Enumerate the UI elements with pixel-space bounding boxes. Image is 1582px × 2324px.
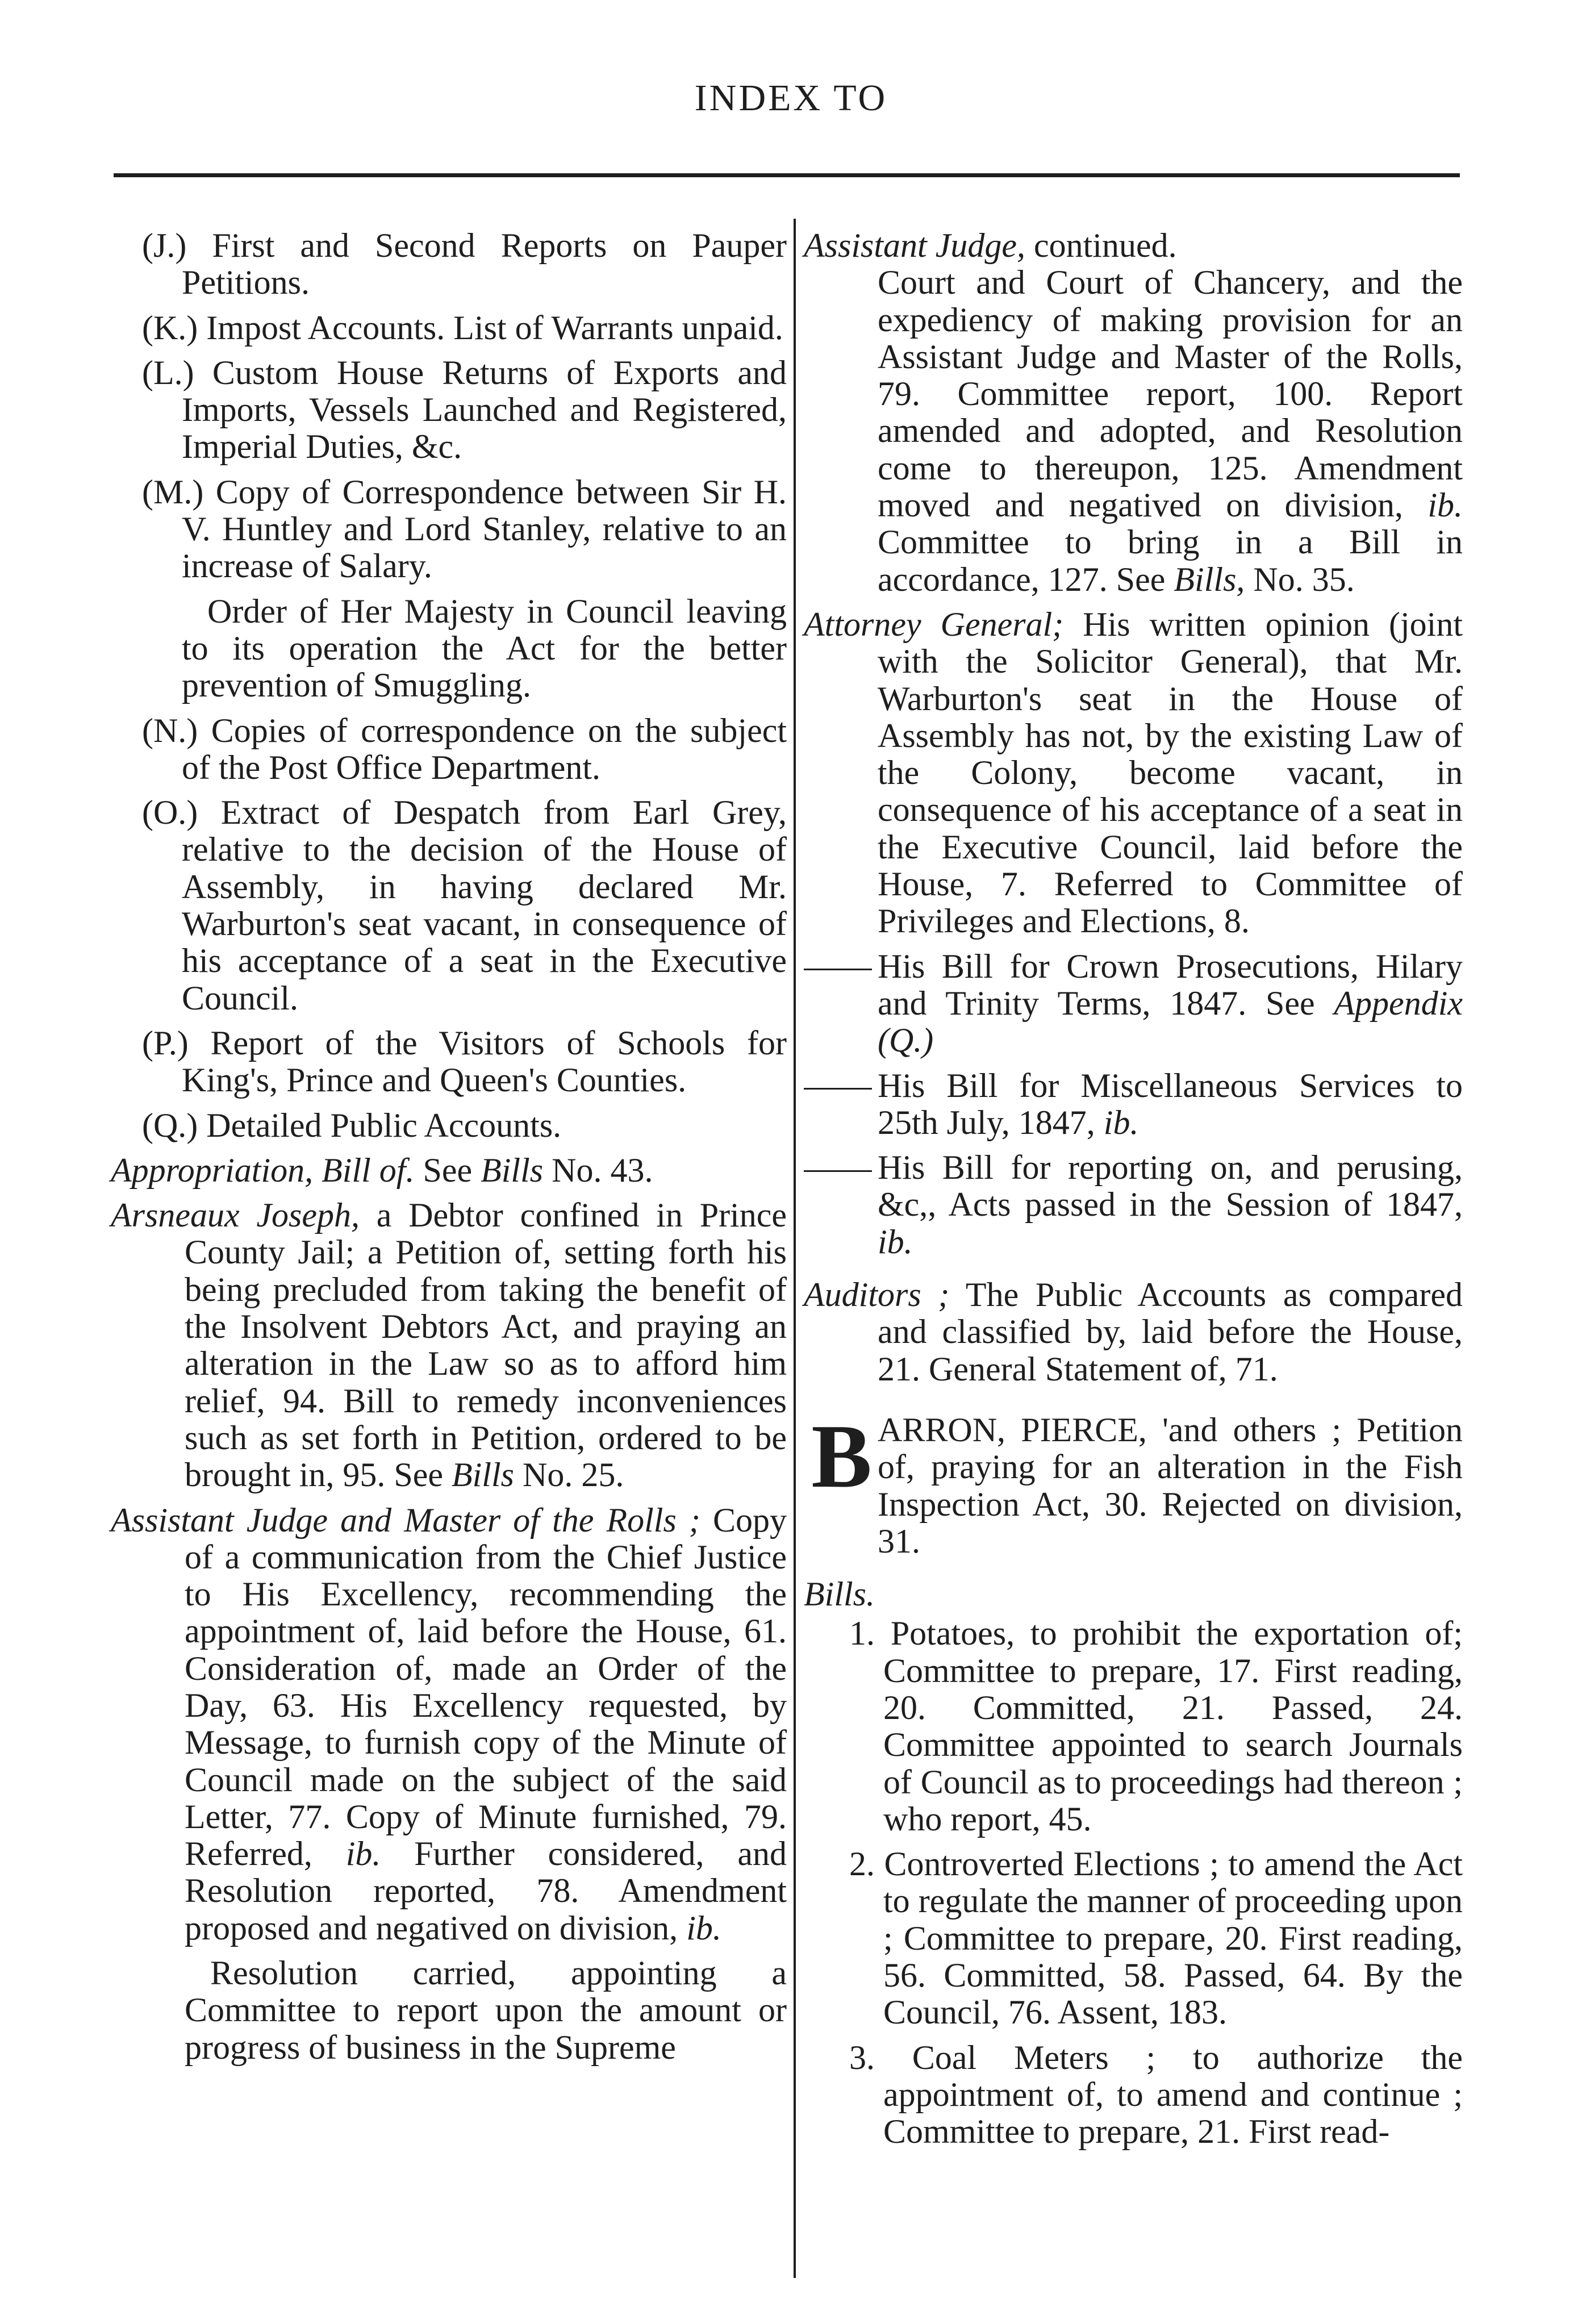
- index-entry-auditors: Auditors ; The Public Accounts as compared and classified by, laid before the House, 21. General Statement of, 71.: [804, 1276, 1463, 1388]
- index-entry-assistant-judge: Assistant Judge and Master of the Rolls ; Copy of a communication from the Chief Justice to His Excellency, recommending the appointment of, laid before the House, 61. Consideration of, made an Order of the Day, 63. His Excellency requested, by Message, to furnish copy of the Minute of Council made on the subject of the said Letter, 77. Copy of Minute furnished, 79. Referred, ib. Further considered, and Resolution reported, 78. Amendment proposed and negatived on division, ib.: [111, 1501, 787, 1947]
- bills-heading: Bills.: [804, 1575, 875, 1613]
- appendix-entry-k: (K.) Impost Accounts. List of Warrants unpaid.: [142, 308, 783, 347]
- index-entry-attorney-general: Attorney General; His written opinion (joint with the Solicitor General), that Mr. Warburton's seat in the House of Assembly has not, by the existing Law of the Colony, become vacant, in consequence of his acceptance of a seat in the Executive Council, laid before the House, 7. Referred to Committee of Privileges and Elections, 8.: [804, 605, 1463, 940]
- appendix-entry-p: (P.) Report of the Visitors of Schools for King's, Prince and Queen's Counties.: [142, 1024, 787, 1099]
- index-entry-assistant-judge-resolution: Resolution carried, appointing a Committee to report upon the amount or progress of business in the Supreme: [185, 1954, 787, 2066]
- bill-item-2: 2. Controverted Elections ; to amend the Act to regulate the manner of proceeding upon ; Committee to prepare, 20. First reading, 56. Committed, 58. Passed, 64. By the Council, 76. Assent, 183.: [849, 1845, 1463, 2031]
- attorney-general-sub-reporting: His Bill for reporting on, and perusing, &c,, Acts passed in the Session of 1847, ib.: [804, 1149, 1463, 1261]
- header-rule: [114, 173, 1460, 177]
- column-divider: [794, 219, 796, 2278]
- attorney-general-sub-crown-prosecutions: His Bill for Crown Prosecutions, Hilary and Trinity Terms, 1847. See Appendix (Q.): [804, 948, 1463, 1059]
- dash-mark: [804, 969, 872, 970]
- attorney-general-sub-miscellaneous: His Bill for Miscellaneous Services to 25th July, 1847, ib.: [804, 1067, 1463, 1142]
- bill-item-3: 3. Coal Meters ; to authorize the appointment of, to amend and continue ; Committee to prepare, 21. First read-: [849, 2038, 1463, 2151]
- right-column: [804, 227, 1463, 2151]
- left-column: [111, 227, 787, 2066]
- appendix-entry-j: (J.) First and Second Reports on Pauper Petitions.: [142, 227, 787, 302]
- index-entry-assistant-judge-continued: Assistant Judge, continued.: [804, 227, 1177, 264]
- index-entry-barron: BARRON, PIERCE, 'and others ; Petition of, praying for an alteration in the Fish Inspection Act, 30. Rejected on division, 31.: [804, 1412, 1463, 1560]
- appendix-entry-o: (O.) Extract of Despatch from Earl Grey, relative to the decision of the House of Assembly, in having declared Mr. Warburton's seat vacant, in consequence of his acceptance of a seat in the Executive Council.: [142, 794, 787, 1017]
- appendix-entry-l: (L.) Custom House Returns of Exports and Imports, Vessels Launched and Registered, Imperial Duties, &c.: [142, 353, 787, 466]
- appendix-entry-n: (N.) Copies of correspondence on the subject of the Post Office Department.: [142, 711, 787, 786]
- dropcap-b: B: [811, 1405, 872, 1507]
- bill-item-1: 1. Potatoes, to prohibit the exportation of; Committee to prepare, 17. First reading, 20. Committed, 21. Passed, 24. Committee appointed to search Journals of Council as to proceedings had thereon ; who report, 45.: [849, 1614, 1463, 1838]
- appendix-entry-m-order: Order of Her Majesty in Council leaving to its operation the Act for the better prevention of Smuggling.: [182, 592, 787, 704]
- assistant-judge-continued-text: Court and Court of Chancery, and the expediency of making provision for an Assistant Judge and Master of the Rolls, 79. Committee report, 100. Report amended and adopted, and Resolution come to thereupon, 125. Amendment moved and negatived on division, ib. Committee to bring in a Bill in accordance, 127. See Bills, No. 35.: [878, 264, 1463, 598]
- index-entry-arsneaux: Arsneaux Joseph, a Debtor confined in Prince County Jail; a Petition of, setting forth his being precluded from taking the benefit of the Insolvent Debtors Act, and praying an alteration in the Law so as to afford him relief, 94. Bill to remedy inconveniences such as set forth in Petition, ordered to be brought in, 95. See Bills No. 25.: [111, 1196, 787, 1494]
- page-title: INDEX TO: [694, 77, 888, 119]
- dash-mark: [804, 1088, 872, 1090]
- appendix-entry-m: (M.) Copy of Correspondence between Sir H. V. Huntley and Lord Stanley, relative to an increase of Salary.: [142, 473, 787, 585]
- appendix-entry-q: (Q.) Detailed Public Accounts.: [142, 1106, 562, 1144]
- index-entry-appropriation: Appropriation, Bill of. See Bills No. 43.: [111, 1151, 653, 1189]
- dash-mark: [804, 1170, 872, 1172]
